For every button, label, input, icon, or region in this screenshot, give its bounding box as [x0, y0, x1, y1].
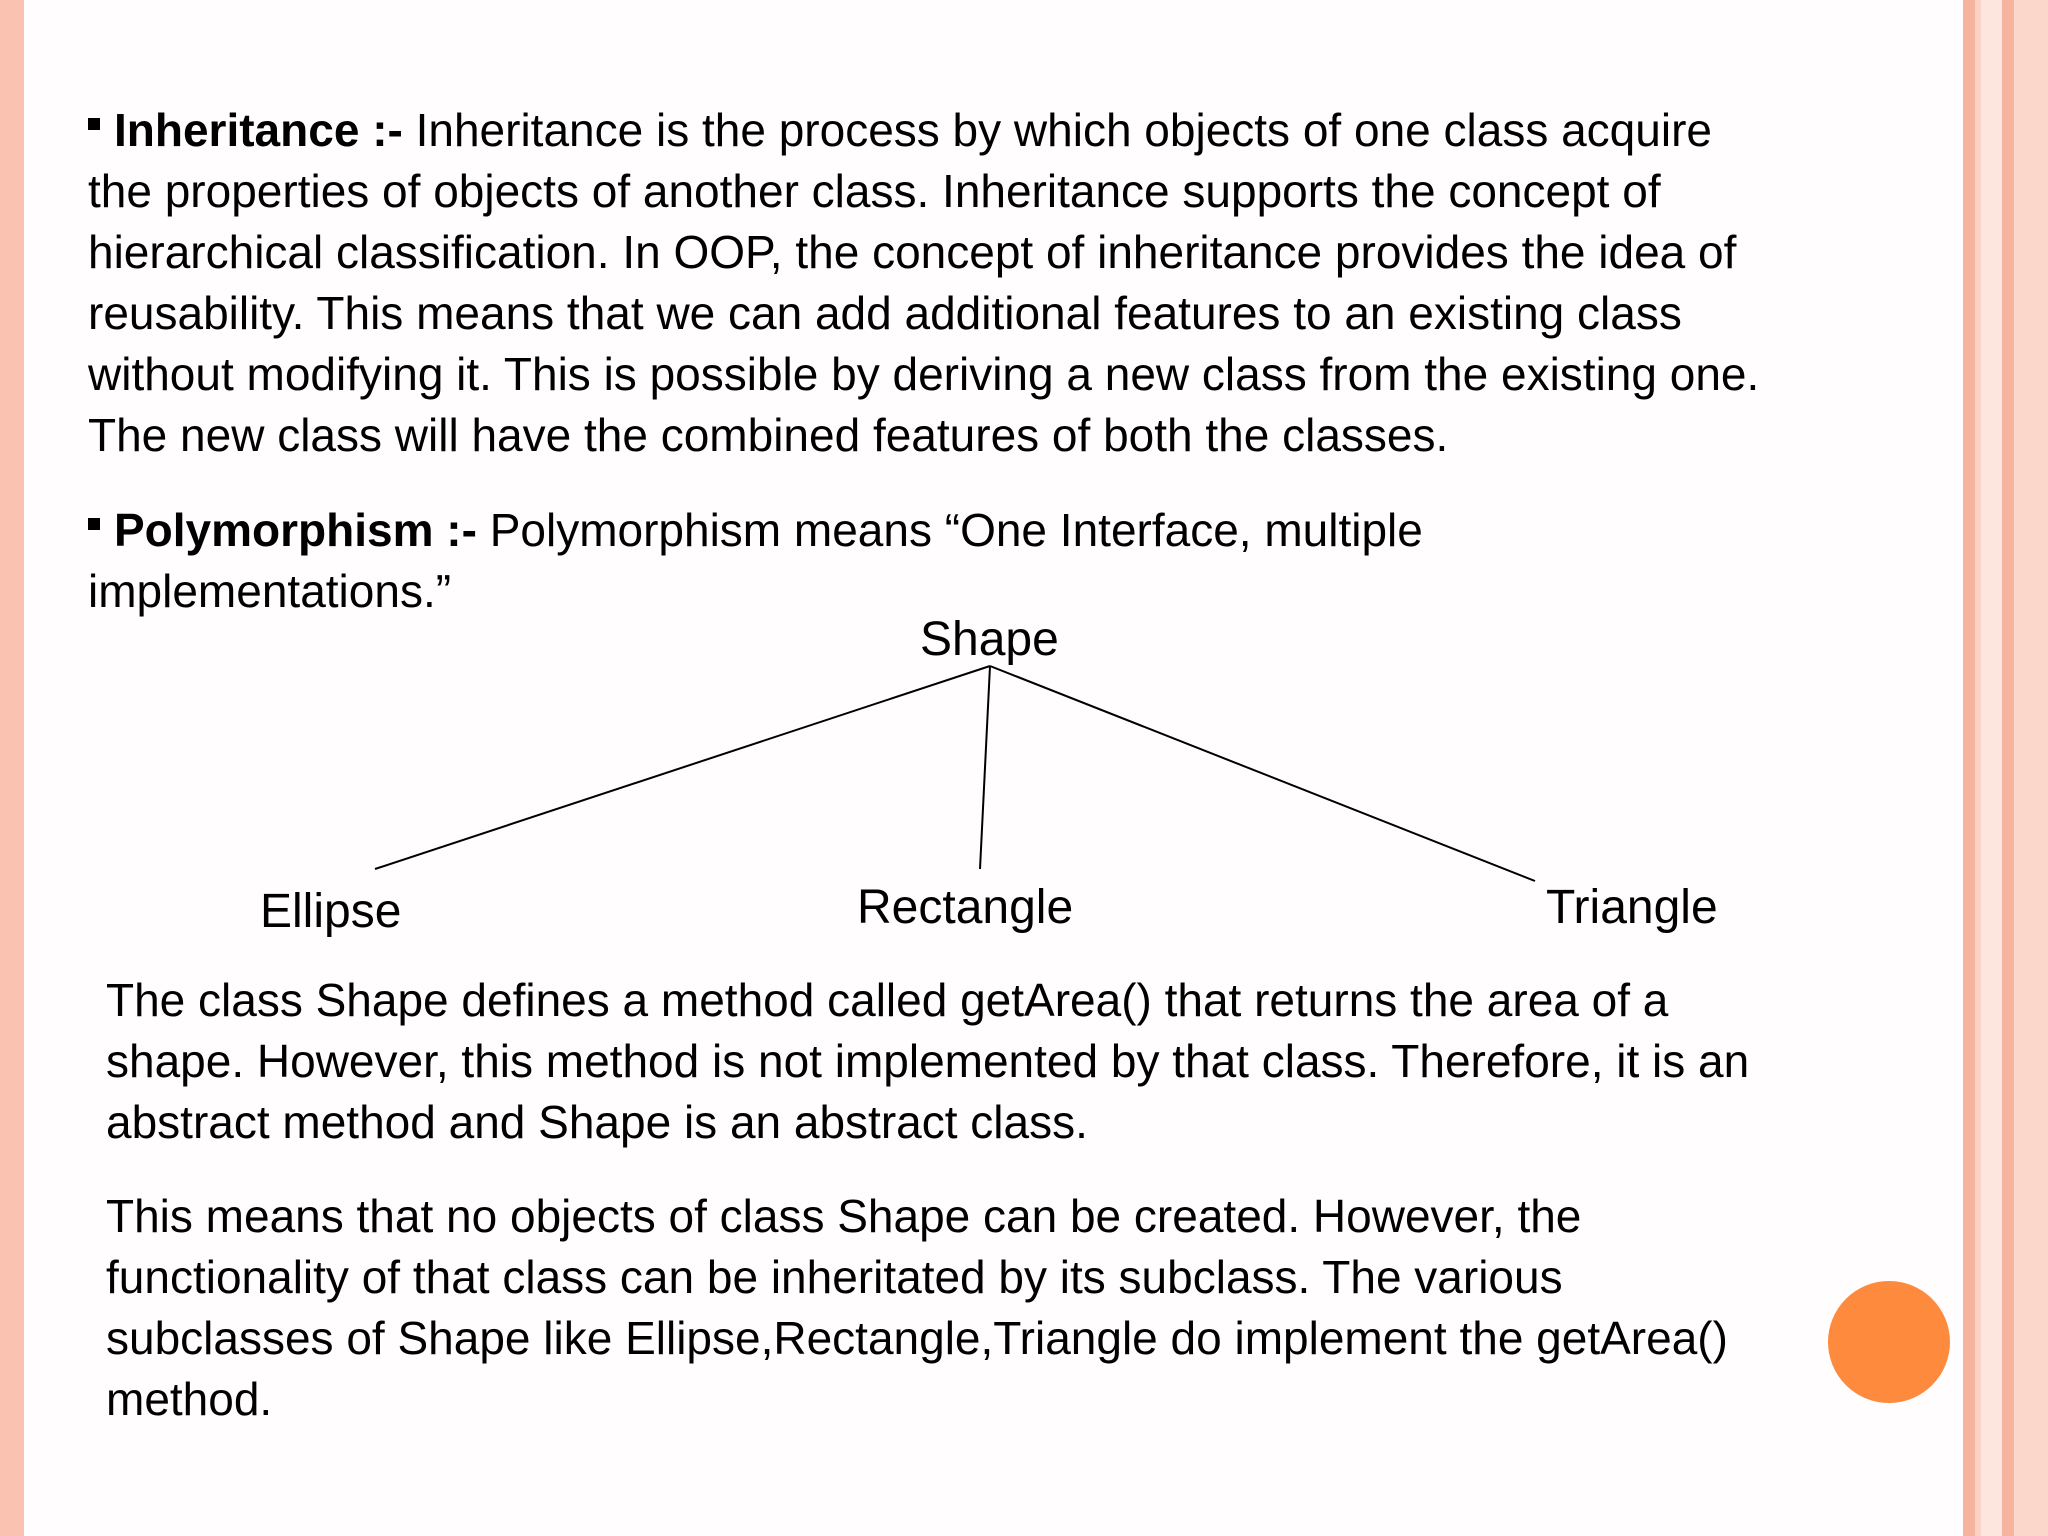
inheritance-line: reusability. This means that we can add additional features to an existing class [88, 287, 1682, 339]
left-border-stripe [0, 0, 24, 1536]
inheritance-heading: Inheritance :- [114, 104, 403, 156]
shape-definition-line: The class Shape defines a method called getArea() that returns the area of a [106, 974, 1669, 1026]
shape-definition-line: shape. However, this method is not implemented by that class. Therefore, it is an [106, 1035, 1750, 1087]
inheritance-line: the properties of objects of another class. Inheritance supports the concept of [88, 165, 1661, 217]
right-border-stripe [2014, 0, 2048, 1536]
shape-definition-line: abstract method and Shape is an abstract class. [106, 1096, 1088, 1148]
no-objects-paragraph [106, 1186, 1728, 1430]
inheritance-line: hierarchical classification. In OOP, the concept of inheritance provides the idea of [88, 226, 1737, 278]
no-objects-line: method. [106, 1373, 273, 1425]
polymorphism-paragraph [88, 500, 1423, 622]
inheritance-line: The new class will have the combined features of both the classes. [88, 409, 1449, 461]
right-border-stripe [2002, 0, 2014, 1536]
edge-shape-triangle [990, 666, 1535, 881]
no-objects-line: This means that no objects of class Shape can be created. However, the [106, 1190, 1582, 1242]
polymorphism-line: Polymorphism :- Polymorphism means “One Interface, multiple [88, 500, 1423, 561]
right-border-stripe [1963, 0, 1975, 1536]
diagram-node-triangle: Triangle [1546, 881, 1718, 934]
inheritance-line: without modifying it. This is possible by deriving a new class from the existing one. [88, 348, 1760, 400]
no-objects-line: functionality of that class can be inheritated by its subclass. The various [106, 1251, 1563, 1303]
right-border-stripe [1981, 0, 2002, 1536]
orange-circle-decoration [1828, 1281, 1950, 1403]
inheritance-line: Inheritance :- Inheritance is the process by which objects of one class acquire [88, 100, 1759, 161]
diagram-node-shape: Shape [920, 613, 1059, 666]
no-objects-line: subclasses of Shape like Ellipse,Rectangle,Triangle do implement the getArea() [106, 1312, 1728, 1364]
inheritance-paragraph [88, 100, 1759, 466]
shape-definition-paragraph [106, 970, 1749, 1153]
polymorphism-heading: Polymorphism :- [114, 504, 477, 556]
diagram-node-ellipse: Ellipse [260, 885, 402, 938]
bullet-icon [88, 518, 100, 530]
diagram-node-rectangle: Rectangle [857, 881, 1074, 934]
bullet-icon [88, 118, 100, 130]
polymorphism-line: implementations.” [88, 565, 452, 617]
edge-shape-rectangle [980, 666, 990, 869]
edge-shape-ellipse [375, 666, 990, 869]
